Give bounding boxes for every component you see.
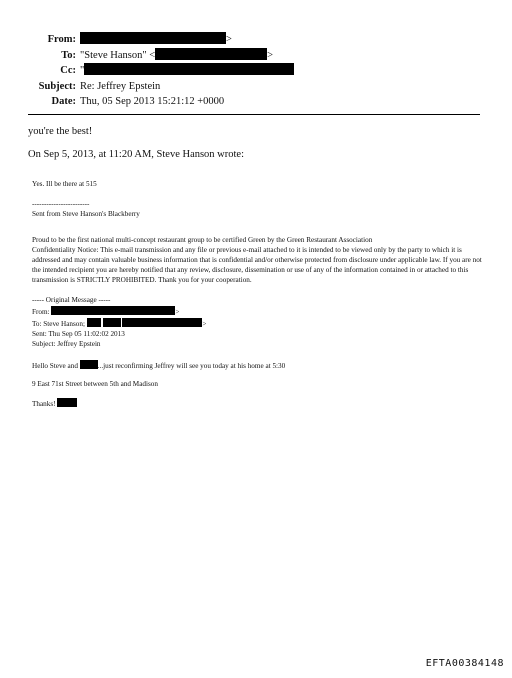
redaction-box bbox=[57, 398, 77, 407]
confidentiality-notice: Confidentiality Notice: This e-mail transmission and any file or previous e-mail attached to it is intended to be viewed only by the party to which it is addressed and may contain valuable business information that is confidential and/or otherwise protected from disclosure under applicable law. If you are not the intended recipient you are hereby notified that any review, disclosure, dissemination or use of any of the information contained in or attached to this transmission is STRICTLY PROHIBITED. Thank you for your cooperation. bbox=[32, 246, 482, 284]
cc-value: " bbox=[80, 63, 294, 79]
reply-line: you're the best! bbox=[28, 126, 93, 137]
quoted-yes-line: Yes. Ill be there at 515 bbox=[32, 180, 97, 188]
original-to-line: To: Steve Hanson; > bbox=[32, 319, 207, 328]
sent-from-line: Sent from Steve Hanson's Blackberry bbox=[32, 209, 140, 218]
redaction-box bbox=[103, 318, 121, 327]
header-to-row bbox=[0, 48, 512, 64]
header-date-row bbox=[0, 94, 512, 110]
redaction-box bbox=[80, 360, 98, 369]
from-label: From: bbox=[47, 34, 76, 45]
subject-label: Subject: bbox=[38, 80, 76, 92]
to-value: "Steve Hanson" < > bbox=[80, 49, 274, 61]
angle-bracket: > bbox=[226, 34, 232, 45]
subject-value: Re: Jeffrey Epstein bbox=[80, 80, 161, 92]
email-header bbox=[0, 32, 512, 110]
redaction-box bbox=[87, 318, 101, 327]
redaction-box bbox=[84, 63, 294, 75]
from-value bbox=[80, 32, 232, 48]
to-label: To: bbox=[61, 49, 76, 61]
original-subject-line: Subject: Jeffrey Epstein bbox=[32, 339, 101, 348]
redaction-box bbox=[51, 306, 175, 315]
quote-attribution: On Sep 5, 2013, at 11:20 AM, Steve Hanson wrote: bbox=[28, 149, 245, 160]
date-label: Date: bbox=[51, 96, 76, 107]
redaction-box bbox=[155, 48, 267, 60]
redaction-box bbox=[122, 318, 202, 327]
address-line: 9 East 71st Street between 5th and Madison bbox=[32, 380, 158, 389]
original-sent-line: Sent: Thu Sep 05 11:02:02 2013 bbox=[32, 329, 125, 338]
quoted-message bbox=[32, 180, 487, 410]
document-id: EFTA00384148 bbox=[425, 658, 504, 669]
hello-line: Hello Steve and ...just reconfirming Jeffrey will see you today at his home at 5:30 bbox=[32, 362, 286, 371]
original-from-line: From: > bbox=[32, 308, 180, 317]
header-cc-row bbox=[0, 63, 512, 79]
reply-body bbox=[28, 126, 483, 160]
header-subject-row bbox=[0, 79, 512, 95]
green-certification-line: Proud to be the first national multi-concept restaurant group to be certified Green by the Green Restaurant Association bbox=[32, 236, 373, 245]
thanks-line: Thanks! bbox=[32, 398, 487, 410]
date-value: Thu, 05 Sep 2013 15:21:12 +0000 bbox=[80, 96, 225, 107]
header-from-row bbox=[0, 32, 512, 48]
header-divider bbox=[28, 114, 480, 115]
cc-label: Cc: bbox=[60, 65, 76, 76]
signature-divider: ------------------------ bbox=[32, 199, 90, 208]
redaction-box bbox=[80, 32, 226, 44]
original-message-header: ----- Original Message ----- bbox=[32, 296, 111, 305]
